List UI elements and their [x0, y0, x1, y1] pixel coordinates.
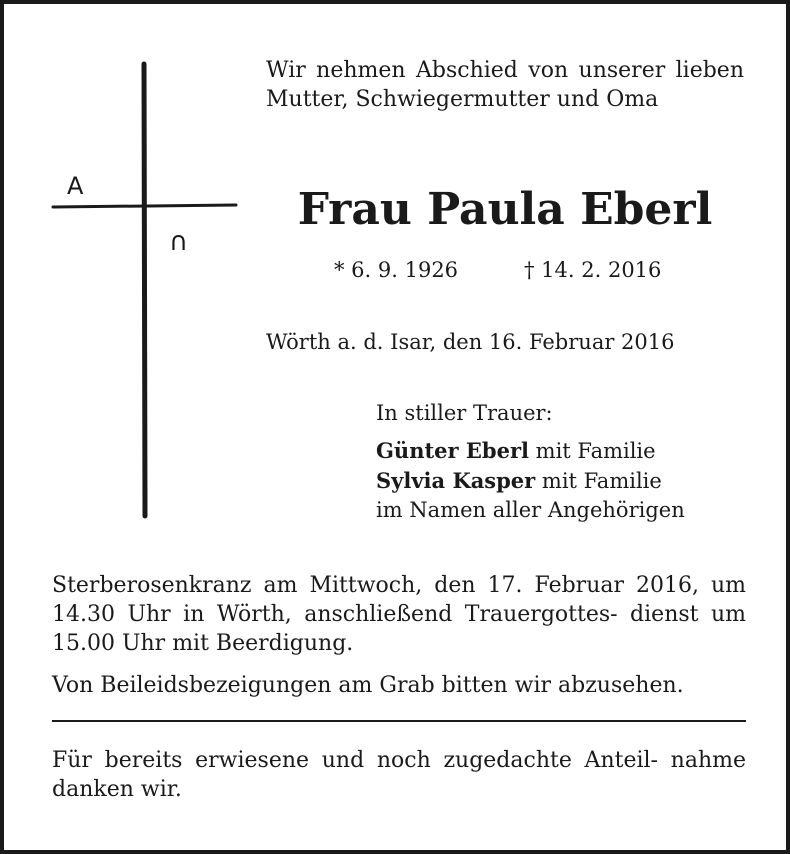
cross-vertical-bar: [144, 64, 145, 516]
mourner-suffix: mit Familie: [535, 469, 662, 493]
mourner-suffix: mit Familie: [529, 439, 656, 463]
thanks-note: Für bereits erwiesene und noch zugedachte Anteil- nahme danken wir.: [52, 748, 746, 802]
mourners-block: [376, 399, 748, 525]
intro-text: Wir nehmen Abschied von unserer lieben Mutter, Schwiegermutter und Oma: [266, 58, 744, 112]
cross-icon: [4, 4, 264, 534]
place-and-date: Wörth a. d. Isar, den 16. Februar 2016: [266, 330, 675, 354]
condolence-note: Von Beileidsbezeigungen am Grab bitten wir abzusehen.: [52, 673, 684, 698]
mourner-name: Sylvia Kasper: [376, 468, 536, 493]
mourner-entry: [376, 436, 748, 466]
mourners-closing: im Namen aller Angehörigen: [376, 498, 685, 522]
birth-date: * 6. 9. 1926: [334, 258, 459, 282]
divider-line: [52, 720, 746, 722]
mourning-heading: In stiller Trauer:: [376, 401, 553, 425]
cross-horizontal-bar: [53, 205, 236, 207]
service-info: Sterberosenkranz am Mittwoch, den 17. Februar 2016, um 14.30 Uhr in Wörth, anschließend Trauergottes- dienst um 15.00 Uhr mit Beerdigung.: [52, 573, 746, 656]
mourner-name: Günter Eberl: [376, 438, 529, 463]
omega-symbol: ∩: [169, 227, 189, 257]
alpha-symbol: A: [67, 172, 84, 200]
mourner-entry: [376, 466, 748, 496]
deceased-name: Frau Paula Eberl: [297, 184, 713, 235]
death-date: † 14. 2. 2016: [524, 258, 662, 282]
